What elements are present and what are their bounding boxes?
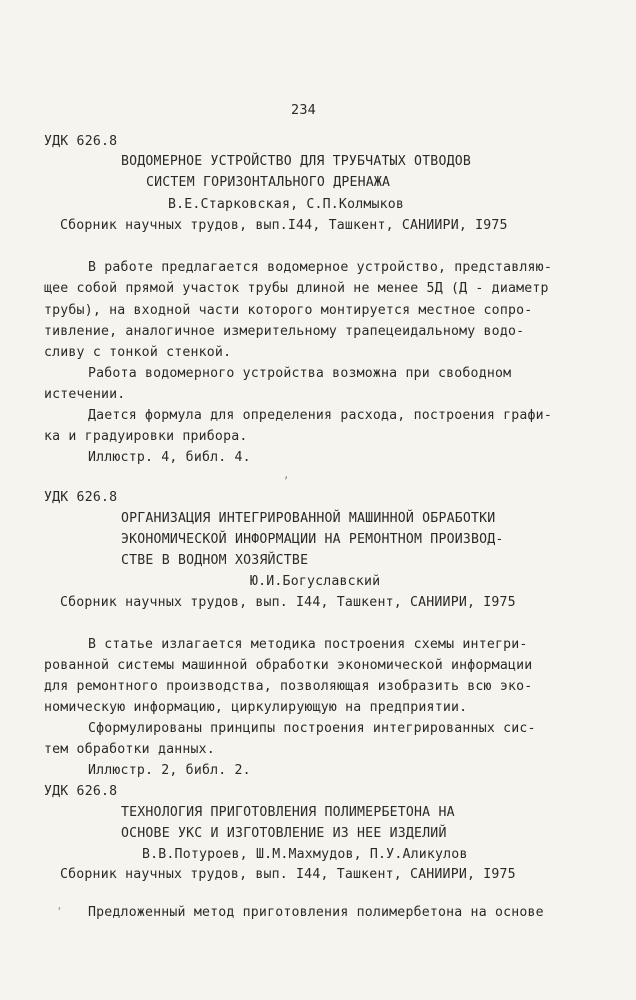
article-title: ОРГАНИЗАЦИЯ ИНТЕГРИРОВАННОЙ МАШИННОЙ ОБРАБОТКИ (121, 511, 496, 526)
abstract-line: для ремонтного производства, позволяющая изобразить всю эко- (44, 679, 533, 694)
abstract-line: Сформулированы принципы построения интегрированных сис- (88, 721, 536, 736)
paper-fleck: ' (56, 905, 63, 918)
abstract-line: истечении. (44, 387, 126, 402)
article-authors: В.В.Потуроев, Ш.М.Махмудов, П.У.Аликулов (142, 847, 468, 862)
article-title: ОСНОВЕ УКС И ИЗГОТОВЛЕНИЕ ИЗ НЕЕ ИЗДЕЛИЙ (121, 826, 447, 841)
abstract-line: номическую информацию, циркулирующую на предприятии. (44, 700, 468, 715)
illustrations-note: Иллюстр. 4, библ. 4. (88, 450, 251, 465)
abstract-line: тем обработки данных. (44, 742, 215, 757)
abstract-line: рованной системы машинной обработки экономической информации (44, 658, 533, 673)
abstract-line: сливу с тонкой стенкой. (44, 345, 232, 360)
udk-code: УДК 626.8 (44, 490, 118, 505)
article-source: Сборник научных трудов, вып.І44, Ташкент, САНИИРИ, І975 (60, 218, 508, 233)
udk-code: УДК 626.8 (44, 784, 118, 799)
abstract-line: Работа водомерного устройства возможна при свободном (88, 366, 512, 381)
article-authors: В.Е.Старковская, С.П.Колмыков (168, 197, 405, 212)
article-title: СТВЕ В ВОДНОМ ХОЗЯЙСТВЕ (121, 553, 309, 568)
udk-code: УДК 626.8 (44, 134, 118, 149)
abstract-line: Предложенный метод приготовления полимербетона на основе (88, 905, 544, 920)
abstract-line: В статье излагается методика построения схемы интегри- (88, 637, 528, 652)
article-title: ЭКОНОМИЧЕСКОЙ ИНФОРМАЦИИ НА РЕМОНТНОМ ПРОИЗВОД- (121, 532, 504, 547)
article-title: ТЕХНОЛОГИЯ ПРИГОТОВЛЕНИЯ ПОЛИМЕРБЕТОНА НА (121, 805, 455, 820)
abstract-line: ка и градуировки прибора. (44, 429, 248, 444)
article-authors: Ю.И.Богуславский (250, 574, 381, 589)
abstract-line: Дается формула для определения расхода, построения графи- (88, 408, 552, 423)
article-title: ВОДОМЕРНОЕ УСТРОЙСТВО ДЛЯ ТРУБЧАТЫХ ОТВОДОВ (121, 154, 472, 169)
article-source: Сборник научных трудов, вып. І44, Ташкент, САНИИРИ, І975 (60, 595, 516, 610)
abstract-line: трубы), на входной части которого монтируется местное сопро- (44, 303, 533, 318)
abstract-line: В работе предлагается водомерное устройство, представляю- (88, 260, 552, 275)
paper-fleck: , (283, 468, 290, 481)
page-number: 234 (291, 102, 316, 118)
abstract-line: тивление, аналогичное измерительному трапецеидальному водо- (44, 324, 525, 339)
article-title: СИСТЕМ ГОРИЗОНТАЛЬНОГО ДРЕНАЖА (146, 175, 391, 190)
article-source: Сборник научных трудов, вып. І44, Ташкент, САНИИРИ, І975 (60, 867, 516, 882)
abstract-line: щее собой прямой участок трубы длиной не менее 5Д (Д - диаметр (44, 281, 549, 296)
illustrations-note: Иллюстр. 2, библ. 2. (88, 763, 251, 778)
